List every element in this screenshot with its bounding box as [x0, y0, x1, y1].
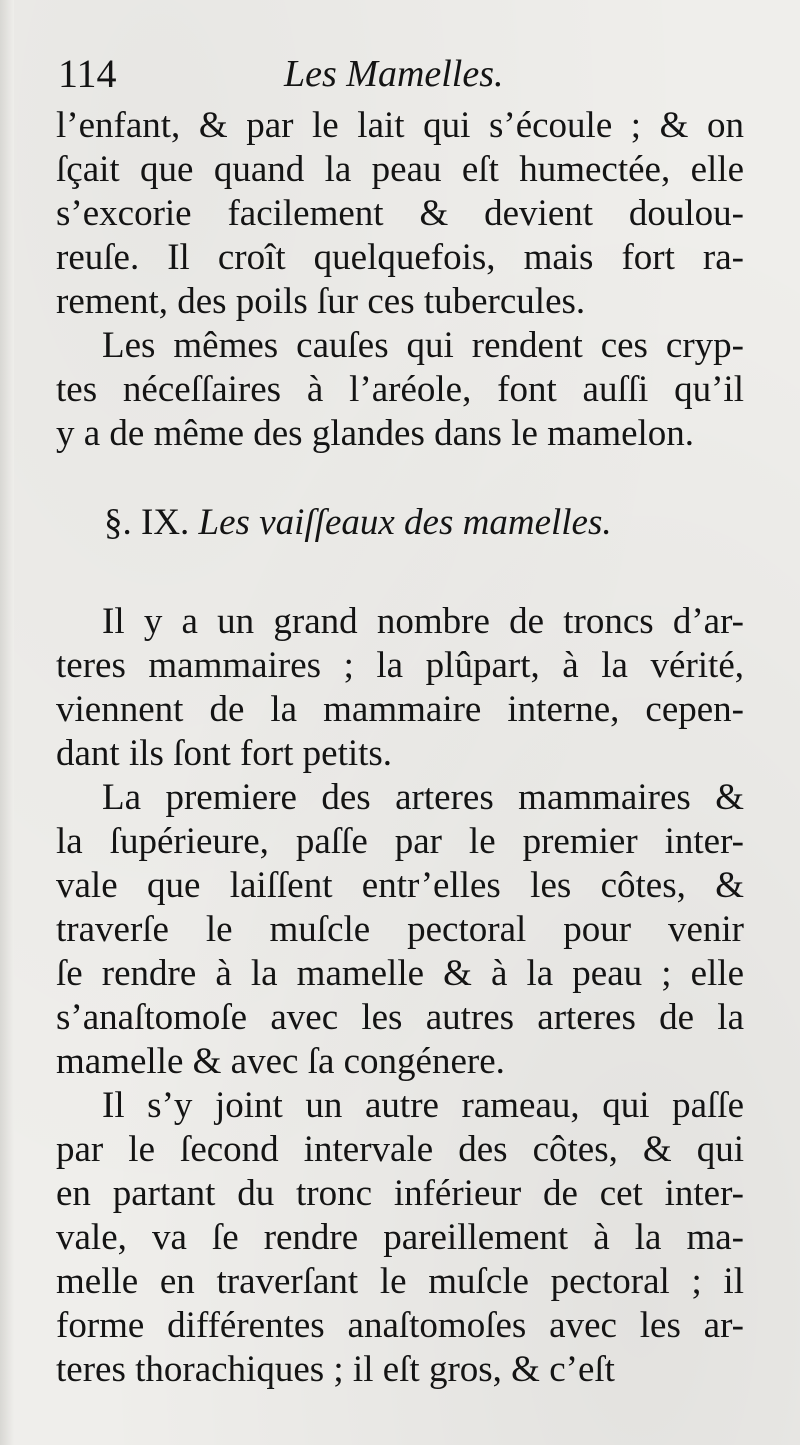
- paragraphs-before-section: [56, 104, 744, 456]
- text-line: Il s’y joint un autre rameau, qui paſſe: [102, 1085, 744, 1126]
- text-line: viennent de la mammaire interne, cepen-: [56, 689, 744, 730]
- page-number: 114: [58, 51, 117, 96]
- body-text: [56, 104, 744, 1392]
- text-line: vale que laiſſent entr’elles les côtes, &: [56, 865, 744, 906]
- paragraph: [56, 104, 744, 324]
- text-line: teres thorachiques ; il eſt gros, & c’eſt: [56, 1349, 615, 1390]
- running-title: Les Mamelles.: [284, 53, 504, 95]
- text-line: ſçait que quand la peau eſt humectée, elle: [56, 149, 744, 190]
- spacer: [56, 456, 744, 498]
- text-line: mamelle & avec ſa congénere.: [56, 1041, 505, 1082]
- text-line: ſe rendre à la mamelle & à la peau ; elle: [56, 953, 744, 994]
- paragraph: [56, 1084, 744, 1392]
- text-line: vale, va ſe rendre pareillement à la ma-: [56, 1217, 744, 1258]
- paragraphs-after-section: [56, 600, 744, 1392]
- text-line: par le ſecond intervale des côtes, & qui: [56, 1129, 744, 1170]
- text-line: s’excorie facilement & devient doulou-: [56, 193, 744, 234]
- text-line: reuſe. Il croît quelquefois, mais fort ra-: [56, 237, 744, 278]
- page-gutter-shadow: [0, 0, 14, 1445]
- text-line: la ſupérieure, paſſe par le premier inter-: [56, 821, 744, 862]
- section-title: Les vaiſſeaux des mamelles.: [198, 502, 612, 543]
- section-heading: [56, 498, 744, 548]
- text-line: La premiere des arteres mammaires &: [102, 777, 744, 818]
- text-line: traverſe le muſcle pectoral pour venir: [56, 909, 744, 950]
- paragraph: [56, 776, 744, 1084]
- text-line: Les mêmes cauſes qui rendent ces cryp-: [102, 325, 744, 366]
- text-line: dant ils ſont fort petits.: [56, 733, 393, 774]
- text-line: rement, des poils ſur ces tubercules.: [56, 281, 586, 322]
- text-line: en partant du tronc inférieur de cet inter-: [56, 1173, 744, 1214]
- text-line: teres mammaires ; la plûpart, à la vérité,: [56, 645, 744, 686]
- spacer: [56, 548, 744, 600]
- text-line: forme différentes anaſtomoſes avec les ar-: [56, 1305, 744, 1346]
- section-number: §. IX.: [104, 502, 190, 543]
- text-line: Il y a un grand nombre de troncs d’ar-: [102, 601, 744, 642]
- paragraph: [56, 600, 744, 776]
- text-line: l’enfant, & par le lait qui s’écoule ; & on: [56, 105, 744, 146]
- text-line: s’anaſtomoſe avec les autres arteres de la: [56, 997, 744, 1038]
- text-line: melle en traverſant le muſcle pectoral ; il: [56, 1261, 744, 1302]
- page-header: [58, 44, 748, 104]
- text-line: tes néceſſaires à l’aréole, font auſſi qu’il: [56, 369, 744, 410]
- paragraph: [56, 324, 744, 456]
- text-line: y a de même des glandes dans le mamelon.: [56, 413, 695, 454]
